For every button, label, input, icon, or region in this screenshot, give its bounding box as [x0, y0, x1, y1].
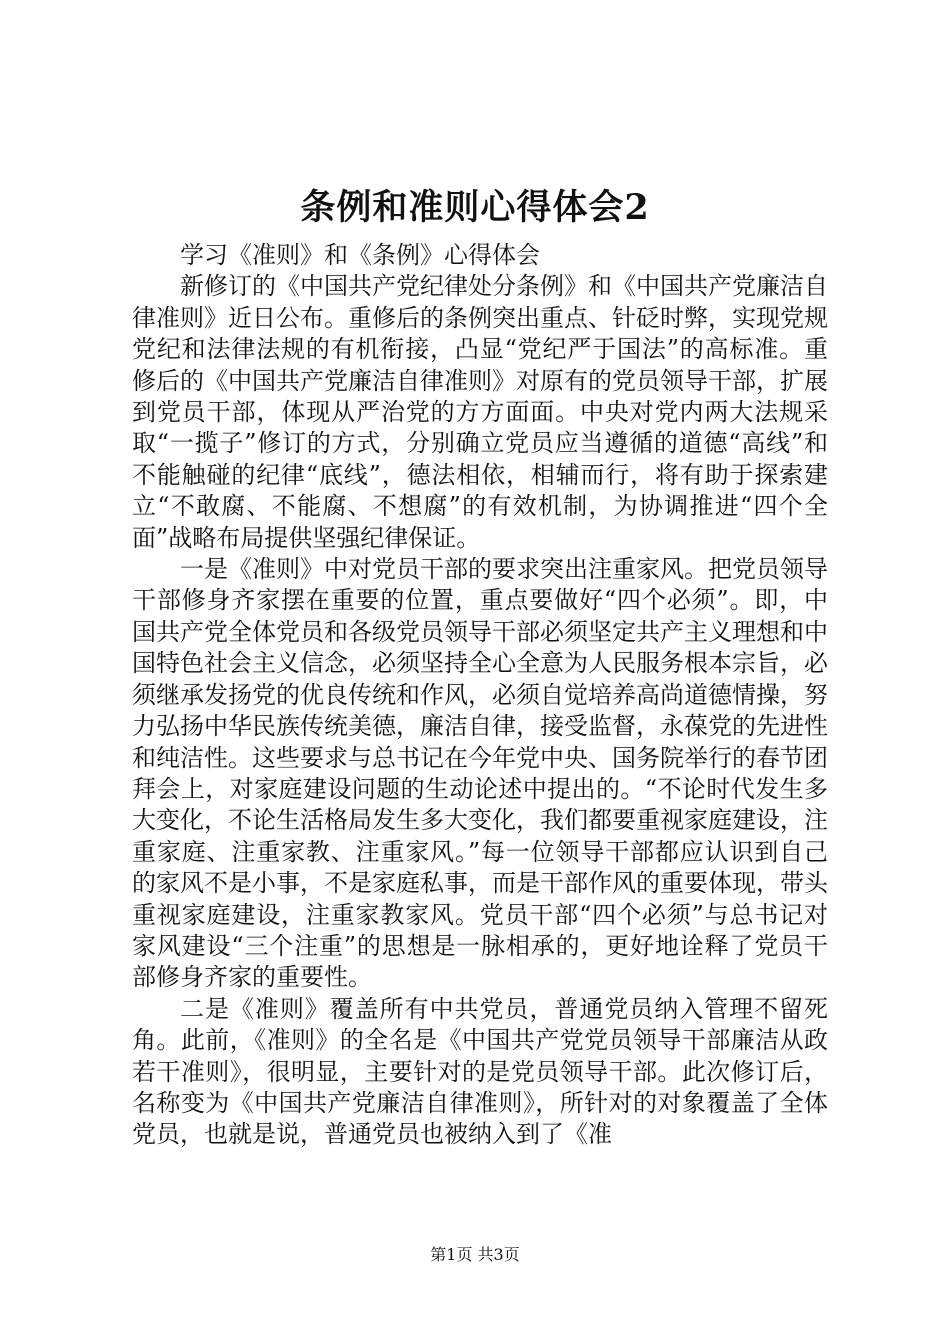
paragraph: 一是《准则》中对党员干部的要求突出注重家风。把党员领导干部修身齐家摆在重要的位置，重点要做好“四个必须”。即，中国共产党全体党员和各级党员领导干部必须坚定共产主义理想和中国特色社会主义信念，必须坚持全心全意为人民服务根本宗旨，必须继承发扬党的优良传统和作风，必须自觉培养高尚道德情操，努力弘扬中华民族传统美德，廉洁自律，接受监督，永葆党的先进性和纯洁性。这些要求与总书记在今年党中央、国务院举行的春节团拜会上，对家庭建设问题的生动论述中提出的。“不论时代发生多大变化，不论生活格局发生多大变化，我们都要重视家庭建设，注重家庭、注重家教、注重家风。”每一位领导干部都应认识到自己的家风不是小事，不是家庭私事，而是干部作风的重要体现，带头重视家庭建设，注重家教家风。党员干部“四个必须”与总书记对家风建设“三个注重”的思想是一脉相承的，更好地诠释了党员干部修身齐家的重要性。: [132, 555, 828, 992]
paragraph-subtitle: 学习《准则》和《条例》心得体会: [180, 241, 540, 269]
paragraph: 二是《准则》覆盖所有中共党员，普通党员纳入管理不留死角。此前，《准则》的全名是《中国共产党党员领导干部廉洁从政若干准则》，很明显，主要针对的是党员领导干部。此次修订后，名称变为《中国共产党廉洁自律准则》，所针对的对象覆盖了全体党员，也就是说，普通党员也被纳入到了《准: [132, 994, 828, 1149]
page-footer: 第1页 共3页: [430, 1245, 520, 1264]
document-body: [132, 240, 828, 1151]
document-title: 条例和准则心得体会2: [300, 187, 650, 228]
paragraph: 新修订的《中国共产党纪律处分条例》和《中国共产党廉洁自律准则》近日公布。重修后的条例突出重点、针砭时弊，实现党规党纪和法律法规的有机衔接，凸显“党纪严于国法”的高标准。重修后的《中国共产党廉洁自律准则》对原有的党员领导干部，扩展到党员干部，体现从严治党的方方面面。中央对党内两大法规采取“一揽子”修订的方式，分别确立党员应当遵循的道德“高线”和不能触碰的纪律“底线”，德法相依，相辅而行，将有助于探索建立“不敢腐、不能腐、不想腐”的有效机制，为协调推进“四个全面”战略布局提供坚强纪律保证。: [132, 272, 828, 552]
